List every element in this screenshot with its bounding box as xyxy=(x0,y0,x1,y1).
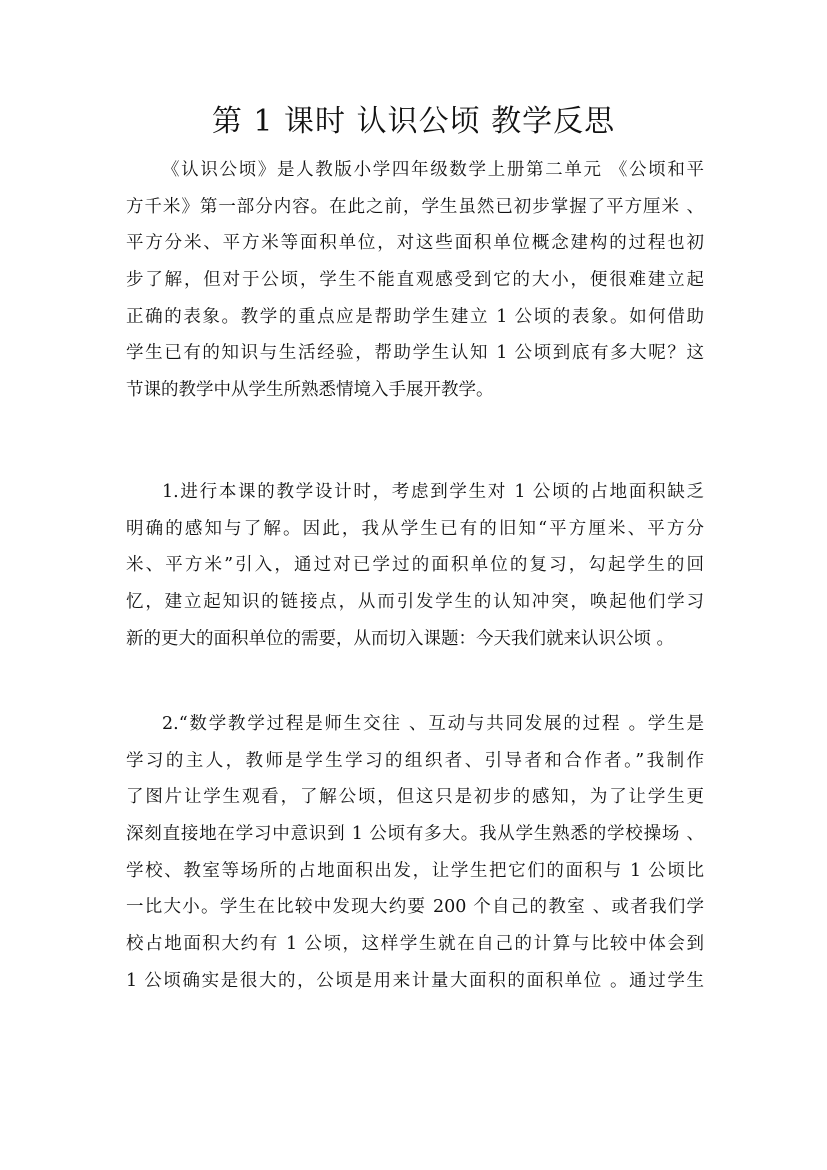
text-line: 步了解，但对于公顷，学生不能直观感受到它的大小，便很难建立起 xyxy=(126,270,704,291)
page-title: 第 1 课时 认识公顷 教学反思 xyxy=(211,104,616,139)
text-line: 忆，建立起知识的链接点，从而引发学生的认知冲突，唤起他们学习 xyxy=(126,592,704,613)
text-line: 米、平方米”引入，通过对已学过的面积单位的复习，勾起学生的回 xyxy=(126,555,704,576)
text-line: 校占地面积大约有 1 公顷，这样学生就在自己的计算与比较中体会到 xyxy=(126,934,704,955)
text-line: 《认识公顷》是人教版小学四年级数学上册第二单元 《公顷和平 xyxy=(162,160,704,180)
text-line: 方千米》第一部分内容。在此之前，学生虽然已初步掌握了平方厘米 、 xyxy=(126,196,704,217)
paragraph-intro xyxy=(126,152,704,409)
text-line: 新的更大的面积单位的需要，从而切入课题：今天我们就来认识公顷 。 xyxy=(126,628,675,649)
paragraph-text xyxy=(126,474,704,657)
text-line: 学生已有的知识与生活经验，帮助学生认知 1 公顷到底有多大呢？这 xyxy=(126,343,704,364)
paragraph-text xyxy=(126,706,704,1000)
text-line: 2.“数学教学过程是师生交往 、互动与共同发展的过程 。学生是 xyxy=(162,714,704,734)
paragraph-text xyxy=(126,152,704,409)
text-line: 学校、教室等场所的占地面积出发，让学生把它们的面积与 1 公顷比 xyxy=(126,860,704,881)
text-line: 一比大小。学生在比较中发现大约要 200 个自己的教室 、或者我们学 xyxy=(126,897,704,918)
text-line: 平方分米、平方米等面积单位，对这些面积单位概念建构的过程也初 xyxy=(126,233,704,254)
text-line: 明确的感知与了解。因此，我从学生已有的旧知“平方厘米、平方分 xyxy=(126,518,704,539)
text-line: 1.进行本课的教学设计时，考虑到学生对 1 公顷的占地面积缺乏 xyxy=(162,482,704,502)
text-line: 深刻直接地在学习中意识到 1 公顷有多大。我从学生熟悉的学校操场 、 xyxy=(126,824,704,845)
text-line: 1 公顷确实是很大的，公顷是用来计量大面积的面积单位 。通过学生 xyxy=(126,970,704,991)
text-line: 学习的主人，教师是学生学习的组织者、引导者和合作者。”我制作 xyxy=(126,750,704,771)
paragraph-point-2 xyxy=(126,706,704,1000)
paragraph-point-1 xyxy=(126,474,704,657)
text-line: 了图片让学生观看，了解公顷，但这只是初步的感知，为了让学生更 xyxy=(126,787,704,808)
text-line: 正确的表象。教学的重点应是帮助学生建立 1 公顷的表象。如何借助 xyxy=(126,306,704,327)
text-line: 节课的教学中从学生所熟悉情境入手展开教学。 xyxy=(126,380,494,401)
